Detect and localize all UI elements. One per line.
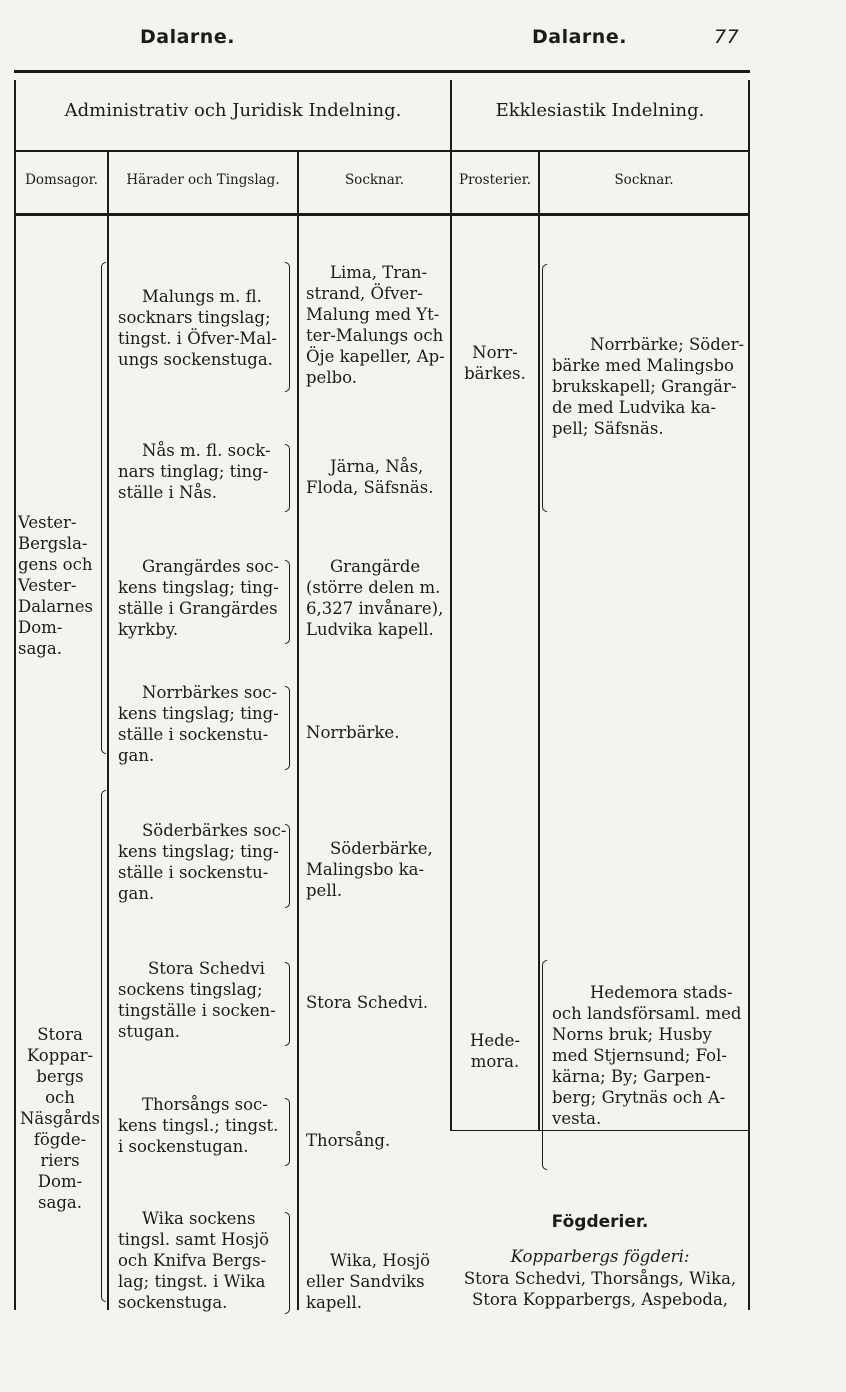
vline-3: [450, 80, 452, 1130]
fogderier-subheading: Kopparbergs fögderi:: [510, 1247, 690, 1266]
harad-7: Thorsångs soc- kens tingsl.; tingst. i sockenstugan.: [118, 1095, 279, 1156]
col-prosterier: Prosterier.: [458, 172, 532, 188]
running-head-left: Dalarne.: [140, 26, 235, 48]
harad-5-brace: [285, 824, 290, 908]
domsaga-1: Vester- Bergsla- gens och Vester- Dalarnes Dom- saga.: [18, 513, 93, 658]
harad-6: Stora Schedvi sockens tingslag; tingställe i socken- stugan.: [118, 959, 276, 1041]
vline-1: [107, 150, 109, 1310]
vline-2: [297, 150, 299, 1310]
fogderier-lines: Stora Schedvi, Thorsångs, Wika, Stora Kopparbergs, Aspeboda,: [463, 1269, 737, 1309]
socknar-5: Söderbärke, Malingsbo ka- pell.: [306, 839, 433, 900]
fogderier-heading: Fögderier.: [551, 1212, 649, 1232]
eccl-socknar-2: Hedemora stads- och landsförsaml. med Norns bruk; Husby med Stjernsund; Fol- kärna; By; Garpen- berg; Grytnäs och A- vesta.: [552, 983, 742, 1128]
header-rule-1: [14, 150, 750, 152]
harad-2-brace: [285, 444, 290, 512]
eccl-socknar-1: Norrbärke; Söder- bärke med Malingsbo brukskapell; Grangär- de med Ludvika ka- pell; Säfsnäs.: [552, 335, 745, 438]
col-eccl-socknar: Socknar.: [614, 172, 674, 188]
running-head-right: Dalarne.: [532, 26, 627, 48]
harad-6-brace: [285, 962, 290, 1046]
col-domsagor: Domsagor.: [25, 172, 98, 188]
socknar-1: Lima, Tran- strand, Öfver- Malung med Yt- ter-Malungs och Öje kapeller, Ap- pelbo.: [306, 263, 445, 387]
top-rule: [14, 70, 750, 73]
col-harader: Härader och Tingslag.: [126, 172, 280, 188]
vline-right: [748, 80, 750, 1310]
prosteri-1: Norr- bärkes.: [464, 343, 526, 383]
socknar-8: Wika, Hosjö eller Sandviks kapell.: [306, 1251, 431, 1312]
prosteri-2: Hede- mora.: [469, 1031, 521, 1071]
harad-8: Wika sockens tingsl. samt Hosjö och Knifva Bergs- lag; tingst. i Wika sockenstuga.: [118, 1209, 269, 1312]
fogderi-rule: [450, 1130, 750, 1131]
page-number: 77: [714, 26, 740, 48]
domsaga-2-brace: [101, 790, 106, 1302]
harad-4-brace: [285, 686, 290, 770]
harad-1-brace: [285, 262, 290, 392]
socknar-7: Thorsång.: [306, 1131, 391, 1150]
socknar-4: Norrbärke.: [306, 723, 400, 742]
header-rule-2: [14, 213, 750, 216]
socknar-6: Stora Schedvi.: [306, 993, 429, 1012]
eccl-header: Ekklesiastik Indelning.: [495, 100, 705, 121]
harad-7-brace: [285, 1098, 290, 1166]
harad-1: Malungs m. fl. socknars tingslag; tingst. i Öfver-Mal- ungs sockenstuga.: [118, 287, 277, 369]
vline-4: [538, 150, 540, 1130]
harad-4: Norrbärkes soc- kens tingslag; ting- ställe i sockenstu- gan.: [118, 683, 279, 765]
harad-8-brace: [285, 1212, 290, 1314]
domsaga-1-brace: [101, 262, 106, 754]
eccl-1-brace: [542, 264, 547, 512]
admin-header: Administrativ och Juridisk Indelning.: [64, 100, 402, 121]
harad-5: Söderbärkes soc- kens tingslag; ting- ställe i sockenstu- gan.: [118, 821, 287, 903]
col-socknar: Socknar.: [344, 172, 405, 188]
harad-2: Nås m. fl. sock- nars tinglag; ting- ställe i Nås.: [118, 441, 271, 502]
eccl-2-brace: [542, 960, 547, 1170]
harad-3-brace: [285, 560, 290, 644]
domsaga-2: Stora Koppar- bergs och Näsgårds fögde- riers Dom- saga.: [19, 1025, 101, 1212]
socknar-3: Grangärde (större delen m. 6,327 invånare), Ludvika kapell.: [306, 557, 444, 639]
harad-3: Grangärdes soc- kens tingslag; ting- ställe i Grangärdes kyrkby.: [118, 557, 280, 639]
socknar-2: Järna, Nås, Floda, Säfsnäs.: [306, 457, 434, 497]
